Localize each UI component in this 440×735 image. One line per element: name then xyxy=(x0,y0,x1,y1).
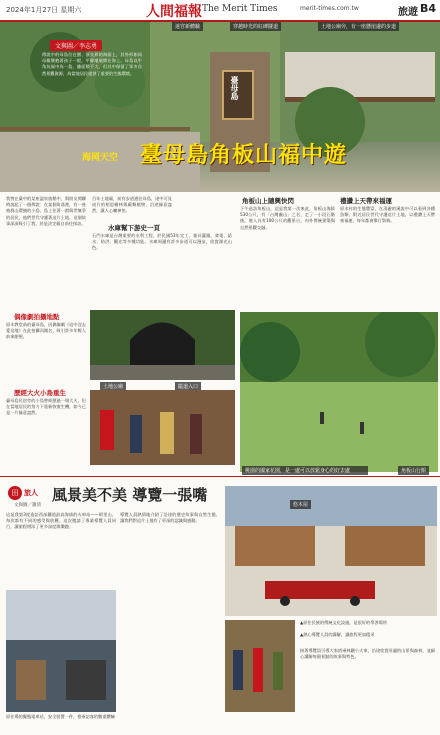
lawn-scene xyxy=(240,312,438,472)
top-caption-2: 穿越時光的紅磚隧道 xyxy=(230,22,281,31)
site-url: merit-times.com.tw xyxy=(300,5,359,12)
newspaper-logo-sub: The Merit Times xyxy=(202,4,278,14)
newspaper-header xyxy=(0,0,440,22)
hero-intro: 傳說中的母島位在閩、浙交界的海面上，其外形如同母親懷抱著孩子一般，平靜地展開在海上。母島以牛角坑福中為一島，雖面積不大，但其中保留了眾多自然景觀資源，為當地居民提供了重要的生態環境。 xyxy=(42,52,142,76)
garden-people-photo xyxy=(90,390,235,465)
left-subtitle-2: 歷經大火小島重生 xyxy=(14,389,66,397)
photo-caption-1: 土地公廟 xyxy=(100,382,126,391)
waterfall-text: 石門水庫是台灣重要的水利工程，於民國53年完工，兼具灌溉、發電、給水、防洪、觀光等多種功能。水庫周邊有許多步道可以漫步，欣賞湖光山色。 xyxy=(92,233,232,251)
page-number: B4 xyxy=(420,2,437,15)
column-3-text: 下午造訪角板山，這是我第一次來此，角板山海拔530公尺，有「台灣盧山」之名，走了一小段石階後，進入具有100公尺的觀景台，內外傳統建築與自然景觀交融。 xyxy=(240,206,335,230)
left-text-2: 臺母島民宿旁的小島曾經歷過一場大火，但在當地居民的努力下重新恢復生機，如今已是一片綠意盎然。 xyxy=(6,398,86,416)
train-scene xyxy=(225,486,437,616)
column-2-text: 百年土地廟，前有步道通往母島，途中可見成片的相思樹林與蕨類植物，沿途綠意盎然，讓人心曠神怡。 xyxy=(92,196,172,214)
photo-caption-5: 悠木屋 xyxy=(290,500,311,509)
column-1-text: 我曾在臺中的某座溫泉旅館中，與朋友閒聊時說起了一個傳說：在某個角落裡，有一座被群山環繞的小島，島上住著一群與世無爭的居民，他們世代守護著這片土地。這個故事深深吸引了我，於是決定親自前往探訪。 xyxy=(6,196,86,226)
photo-caption-4: 角板山行館 xyxy=(398,466,429,475)
author-tag: 文與圖／李志勇 xyxy=(50,40,102,51)
park-lawn-photo xyxy=(240,312,438,472)
waterfall-subtitle: 水庫幫下游史一頁 xyxy=(108,224,160,232)
column-4-subtitle: 禮讚上天帶來福運 xyxy=(340,197,392,205)
tour-group-photo xyxy=(225,620,295,712)
section-label: 旅遊 xyxy=(398,7,418,18)
newspaper-logo: 人間福報 xyxy=(146,4,202,20)
column-3-subtitle: 角板山上隨興快閃 xyxy=(242,197,294,205)
tunnel-photo xyxy=(90,310,235,380)
photo-caption-2: 隘道入口 xyxy=(175,382,201,391)
train-caption-2: ▲熱心導覽人員的講解，讓旅程更加精采 xyxy=(300,632,375,637)
station-photo xyxy=(6,590,116,712)
hero-kicker: 海岡天空 xyxy=(82,153,119,163)
section-divider xyxy=(0,476,440,477)
top-caption-1: 迷宮新體驗 xyxy=(172,22,203,31)
hero-title: 臺母島角板山福中遊 xyxy=(140,142,348,168)
story-title: 風景美不美 導覽一張嘴 xyxy=(52,486,208,504)
station-caption: 原住場的擬態電車站，安全裝置一件，搭乘訪客的數重體驗 xyxy=(6,714,115,719)
top-caption-3: 土地公廟旁，有一座懸崖邊的步道 xyxy=(318,22,399,31)
story-text-c: 接著導覽員引導大家搭乘林鐵小火車，沿途欣賞壯麗的山景與森林，並細心講解每個景點的故事與特色。 xyxy=(300,648,435,660)
issue-date: 2024年1月27日 星期六 xyxy=(6,6,82,14)
story-text-b: 導覽人員熱情地介紹了沿途的歷史故事與自然生態，讓我們對這片土地有了更深的認識與感動。 xyxy=(120,512,220,524)
tunnel-scene xyxy=(90,310,235,380)
people-scene xyxy=(90,390,235,465)
station-scene xyxy=(6,590,116,712)
story-text-a: 這是我第3度造訪西部鐵道最高海拔的火車站——阿里山，每次都有不同的感受與收穫。這次邀請了專業導覽人員同行，讓旅程增添了更多深度與樂趣。 xyxy=(6,512,116,530)
train-village-photo xyxy=(225,486,437,616)
left-subtitle-1: 偶像劇拍攝地點 xyxy=(14,313,60,321)
train-caption-1: ▲原住民族的傳統文化設施，是很好的學習場所 xyxy=(300,620,387,625)
story-tag-label: 旅人 xyxy=(24,489,38,497)
photo-caption-3: 桃園的國家花園，是一處可以放鬆身心的好去處 xyxy=(242,466,368,475)
left-text-1: 原木教堂前的臺母島，因偶像劇《這中沒去愛這地》在此拍攝而聞名，吸引許多年輕人前來朝聖。 xyxy=(6,322,86,340)
island-sign-text: 臺母島 xyxy=(230,76,240,100)
island-sign xyxy=(222,70,254,120)
story-tag-circle: 田 xyxy=(8,486,22,500)
column-4-text: 原木村的生態豐富，在清澈的溪流中可以看到各種魚類，附近居民世代守護這片土地，以禮讚上天帶來福運，每年都會舉行祭典。 xyxy=(340,206,435,224)
story-author: 文與圖／謝清 xyxy=(14,503,41,508)
group-scene xyxy=(225,620,295,712)
